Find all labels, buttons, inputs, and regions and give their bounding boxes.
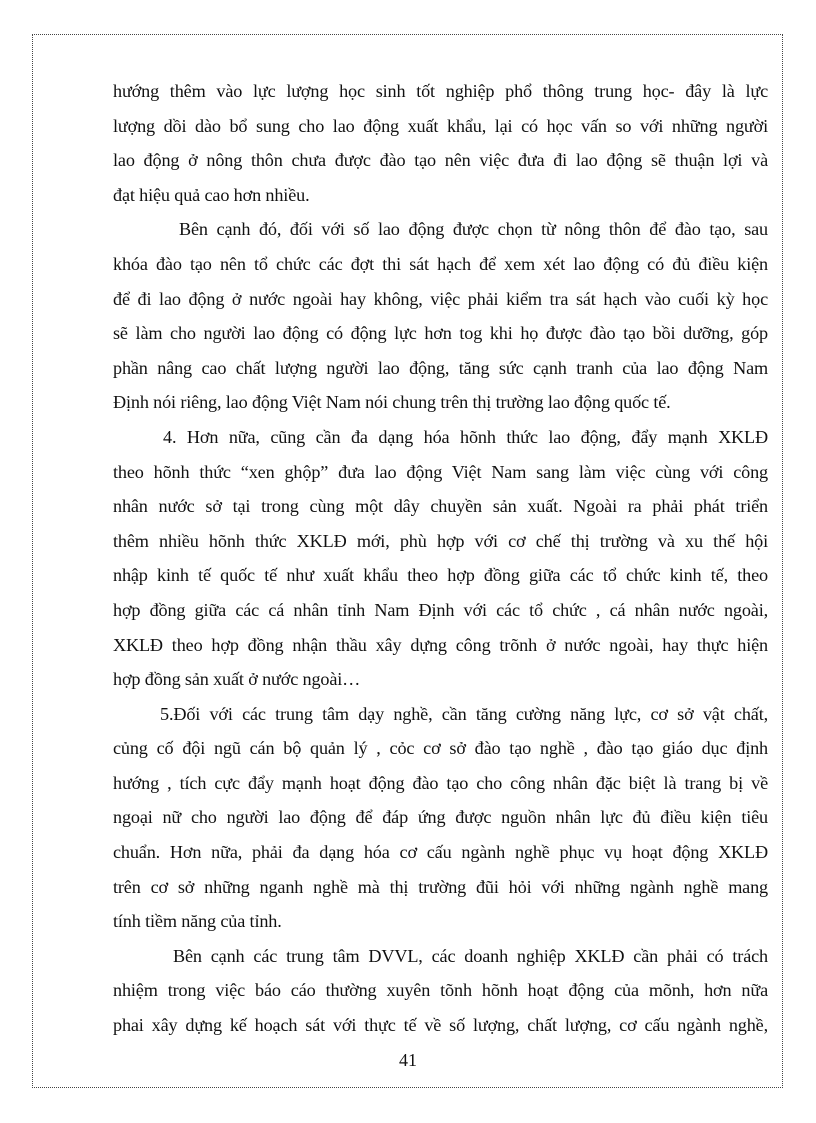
text-line: sẽ làm cho người lao động có động lực hơn tog khi họ được đào tạo bồi dưỡng, góp — [113, 323, 768, 344]
text-line: trên cơ sở những nganh nghề mà thị trường đũi hỏi với những ngành nghề mang — [113, 876, 768, 897]
text-line: hướng , tích cực đẩy mạnh hoạt động đào tạo cho công nhân đặc biệt là trang bị về — [113, 772, 768, 793]
text-line: đạt hiệu quả cao hơn nhiều. — [113, 184, 310, 205]
text-line: Định nói riêng, lao động Việt Nam nói chung trên thị trường lao động quốc tế. — [113, 392, 671, 413]
text-line: tính tiềm năng của tỉnh. — [113, 911, 282, 932]
text-line: hợp đồng sản xuất ở nước ngoài… — [113, 669, 361, 690]
text-line: nhập kinh tế quốc tế như xuất khẩu theo hợp đồng giữa các tổ chức kinh tế, theo — [113, 565, 768, 586]
text-line: Bên cạnh đó, đối với số lao động được chọn từ nông thôn để đào tạo, sau — [179, 219, 768, 240]
text-line: Bên cạnh các trung tâm DVVL, các doanh nghiệp XKLĐ cần phải có trách — [173, 945, 768, 966]
text-line: lượng dồi dào bổ sung cho lao động xuất khẩu, lại có học vấn so với những người — [113, 115, 768, 136]
page-number: 41 — [399, 1050, 417, 1070]
text-line: hợp đồng giữa các cá nhân tỉnh Nam Định với các tổ chức , cá nhân nước ngoài, — [113, 599, 768, 620]
text-line: nhân nước sở tại trong cùng một dây chuyền sản xuất. Ngoài ra phải phát triển — [113, 496, 768, 517]
text-line: để đi lao động ở nước ngoài hay không, việc phải kiểm tra sát hạch vào cuối kỳ học — [113, 288, 768, 309]
text-line: lao động ở nông thôn chưa được đào tạo nên việc đưa đi lao động sẽ thuận lợi và — [113, 150, 768, 171]
text-line: phần nâng cao chất lượng người lao động, tăng sức cạnh tranh của lao động Nam — [113, 357, 768, 378]
text-line: nhiệm trong việc báo cáo thường xuyên tõnh hõnh hoạt động của mõnh, hơn nữa — [113, 980, 768, 1001]
text-line: phai xây dựng kế hoạch sát với thực tế về số lượng, chất lượng, cơ cấu ngành nghề, — [113, 1015, 768, 1036]
text-line: theo hõnh thức “xen ghộp” đưa lao động Việt Nam sang làm việc cùng với công — [113, 461, 768, 482]
text-line: chuẩn. Hơn nữa, phải đa dạng hóa cơ cấu ngành nghề phục vụ hoạt động XKLĐ — [113, 842, 768, 863]
text-line: hướng thêm vào lực lượng học sinh tốt nghiệp phổ thông trung học- đây là lực — [113, 81, 768, 101]
text-line: XKLĐ theo hợp đồng nhận thầu xây dựng công trõnh ở nước ngoài, hay thực hiện — [113, 634, 768, 655]
body-text — [113, 74, 768, 1043]
text-line: khóa đào tạo nên tổ chức các đợt thi sát hạch để xem xét lao động có đủ điều kiện — [113, 253, 768, 274]
text-line: 4. Hơn nữa, cũng cần đa dạng hóa hõnh thức lao động, đẩy mạnh XKLĐ — [163, 426, 768, 447]
text-line: thêm nhiều hõnh thức XKLĐ mới, phù hợp với cơ chế thị trường và xu thế hội — [113, 530, 768, 551]
text-line: củng cố đội ngũ cán bộ quản lý , cỏc cơ sở đào tạo nghề , đào tạo giáo dục định — [113, 738, 768, 759]
text-line: ngoại nữ cho người lao động để đáp ứng được nguồn nhân lực đủ điều kiện tiêu — [113, 807, 768, 828]
text-line: 5.Đối với các trung tâm dạy nghề, cần tăng cường năng lực, cơ sở vật chất, — [160, 703, 768, 724]
